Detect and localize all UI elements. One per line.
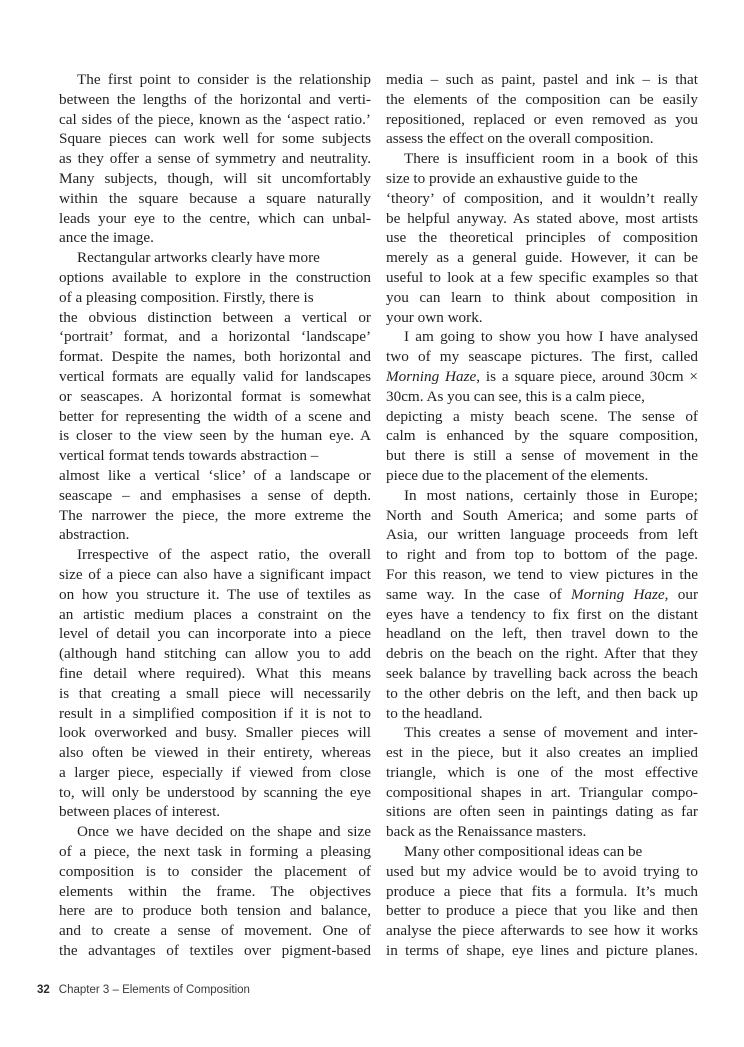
text-segment: calm is enhanced by the square composition, [386, 427, 698, 445]
text-line [386, 466, 698, 486]
text-segment: size of a piece can also have a significant impact [59, 565, 371, 583]
text-line [59, 684, 371, 704]
text-line [386, 723, 698, 743]
text-line [59, 149, 371, 169]
text-line [386, 347, 698, 367]
text-segment: media – such as paint, pastel and ink – is that [386, 71, 698, 88]
text-line [386, 189, 698, 209]
text-line [386, 407, 698, 427]
text-line [59, 407, 371, 427]
text-line [59, 585, 371, 605]
text-line [59, 367, 371, 387]
right-text-column [386, 70, 698, 961]
text-line [59, 941, 371, 961]
text-segment: leads your eye to the centre, which can unbal- [59, 209, 371, 227]
text-line [59, 446, 371, 466]
text-line [386, 605, 698, 625]
text-line [386, 802, 698, 822]
text-segment: ance the image. [59, 229, 154, 247]
text-segment: This creates a sense of movement and inter- [404, 724, 698, 742]
text-line [386, 822, 698, 842]
page-number: 32 [37, 984, 50, 996]
text-line [386, 842, 698, 862]
text-segment: an artistic medium places a constraint on the [59, 605, 371, 623]
text-line [59, 209, 371, 229]
text-line [386, 169, 698, 189]
text-segment: repositioned, replaced or even removed as you [386, 110, 698, 128]
text-line [59, 327, 371, 347]
text-segment: seascape – and emphasises a sense of depth. [59, 486, 371, 504]
text-segment: to, will only be understood by scanning the eye [59, 783, 371, 801]
text-segment: In most nations, certainly those in Europe; [404, 486, 698, 504]
text-segment: and to create a sense of movement. One of [59, 922, 371, 940]
text-segment: For this reason, we tend to view pictures in the [386, 565, 698, 583]
text-segment: triangle, which is one of the most effective [386, 763, 698, 781]
text-segment: Rectangular artworks clearly have more [77, 249, 320, 267]
text-line [59, 822, 371, 842]
text-segment: is that creating a small piece will necessarily [59, 684, 371, 702]
text-segment: produce a piece that fits a formula. It’s much [386, 882, 698, 900]
text-segment: two of my seascape pictures. The first, called [386, 348, 698, 366]
text-line [59, 288, 371, 308]
text-line [386, 308, 698, 328]
text-line [59, 506, 371, 526]
text-segment: (although hand stitching can allow you to add [59, 645, 371, 663]
text-line [386, 921, 698, 941]
text-segment: is closer to the view seen by the human eye. A [59, 427, 371, 445]
text-segment: headland on the left, then travel down to the [386, 625, 698, 643]
text-line [386, 525, 698, 545]
text-segment: seek balance by travelling back across the beach [386, 664, 698, 682]
text-segment: ‘portrait’ format, and a horizontal ‘landscape’ [59, 328, 371, 346]
text-line [386, 288, 698, 308]
text-line [59, 169, 371, 189]
text-line [386, 228, 698, 248]
text-segment: Many subjects, though, will sit uncomfortably [59, 169, 371, 187]
text-segment: in terms of shape, eye lines and picture planes. [386, 942, 698, 960]
text-segment: the obvious distinction between a vertical or [59, 308, 371, 326]
text-line [386, 248, 698, 268]
text-segment: Once we have decided on the shape and size [77, 823, 371, 841]
text-segment: There is insufficient room in a book of this [404, 150, 698, 168]
text-segment: elements within the frame. The objectives [59, 882, 371, 900]
text-segment: The first point to consider is the relationship [77, 71, 371, 88]
page-footer [37, 984, 250, 996]
text-segment: be helpful anyway. As stated above, most artists [386, 209, 698, 227]
text-line [59, 525, 371, 545]
text-line [386, 743, 698, 763]
left-text-column [59, 70, 371, 961]
text-line [386, 545, 698, 565]
text-line [59, 802, 371, 822]
text-line [386, 684, 698, 704]
text-segment: or seascapes. A horizontal format is somewhat [59, 387, 371, 405]
text-segment: almost like a vertical ‘slice’ of a landscape or [59, 466, 371, 484]
text-segment: analyse the piece afterwards to see how it works [386, 922, 698, 940]
italic-artwork-title: Morning Haze [386, 367, 477, 385]
text-segment: size to provide an exhaustive guide to the [386, 169, 638, 187]
text-segment: a larger piece, especially if viewed from close [59, 763, 371, 781]
text-line [59, 723, 371, 743]
text-segment: Square pieces can work well for some subjects [59, 130, 371, 148]
text-segment: same way. In the case of [386, 585, 572, 603]
text-line [386, 367, 698, 387]
text-line [386, 426, 698, 446]
text-line [59, 228, 371, 248]
text-line [386, 901, 698, 921]
text-segment: better to produce a piece that you like and then [386, 902, 698, 920]
text-line [59, 644, 371, 664]
text-segment: the elements of the composition can be easily [386, 90, 698, 108]
text-segment: used but my advice would be to avoid trying to [386, 862, 698, 880]
text-segment: as they offer a sense of symmetry and neutrality. [59, 150, 371, 168]
text-line [59, 882, 371, 902]
text-segment: est in the piece, but it also creates an implied [386, 744, 698, 762]
text-segment: level of detail you can incorporate into a piece [59, 625, 371, 643]
text-line [59, 545, 371, 565]
text-segment: I am going to show you how I have analysed [404, 328, 698, 346]
text-segment: sitions are often seen in paintings dating as far [386, 803, 698, 821]
text-segment: on how you structure it. The use of textiles as [59, 585, 371, 603]
text-line [386, 644, 698, 664]
text-segment: Many other compositional ideas can be [404, 843, 643, 861]
italic-artwork-title: Morning Haze [571, 585, 665, 603]
text-segment: abstraction. [59, 526, 130, 544]
text-segment: , our [664, 585, 698, 603]
text-segment: between the lengths of the horizontal and verti- [59, 90, 371, 108]
text-segment: vertical format tends towards abstraction – [59, 447, 319, 465]
text-line [386, 763, 698, 783]
text-segment: ‘theory’ of composition, and it wouldn’t really [386, 189, 698, 207]
text-line [386, 862, 698, 882]
text-line [59, 90, 371, 110]
text-segment: format. Despite the names, both horizontal and [59, 348, 371, 366]
text-segment: 30cm. As you can see, this is a calm piece, [386, 387, 645, 405]
text-line [386, 486, 698, 506]
text-line [59, 664, 371, 684]
text-segment: cal sides of the piece, known as the ‘aspect ratio.’ [59, 110, 371, 128]
text-line [386, 149, 698, 169]
text-line [386, 268, 698, 288]
text-segment: of a pleasing composition. Firstly, there is [59, 288, 314, 306]
text-line [386, 90, 698, 110]
text-segment: North and South America; and some parts of [386, 506, 698, 524]
text-line [59, 110, 371, 130]
text-segment: The narrower the piece, the more extreme the [59, 506, 371, 524]
text-line [386, 387, 698, 407]
text-segment: within the square because a square naturally [59, 189, 371, 207]
text-segment: piece due to the placement of the elements. [386, 466, 649, 484]
text-segment: composition is to consider the placement of [59, 862, 371, 880]
text-line [59, 783, 371, 803]
text-segment: also often be viewed in their entirety, whereas [59, 744, 371, 762]
text-segment: to right and from top to bottom of the page. [386, 546, 698, 564]
text-line [386, 506, 698, 526]
text-line [386, 446, 698, 466]
text-segment: Irrespective of the aspect ratio, the overall [77, 546, 371, 564]
text-segment: back as the Renaissance masters. [386, 823, 587, 841]
text-segment: fine detail where required). What this means [59, 664, 371, 682]
text-segment: your own work. [386, 308, 483, 326]
text-line [386, 882, 698, 902]
text-line [59, 565, 371, 585]
text-line [59, 763, 371, 783]
text-line [59, 70, 371, 90]
text-segment: look overworked and busy. Smaller pieces will [59, 724, 371, 742]
text-line [386, 565, 698, 585]
text-line [59, 743, 371, 763]
text-segment: between places of interest. [59, 803, 221, 821]
text-line [386, 783, 698, 803]
text-line [59, 347, 371, 367]
text-line [386, 129, 698, 149]
text-line [59, 308, 371, 328]
text-line [386, 704, 698, 724]
text-segment: assess the effect on the overall composition. [386, 130, 654, 148]
text-line [386, 110, 698, 130]
text-segment: merely as a general guide. However, it can be [386, 249, 698, 267]
text-segment: to the other debris on the left, and then back up [386, 684, 698, 702]
text-line [59, 466, 371, 486]
text-line [386, 209, 698, 229]
text-segment: result in a simplified composition if it is not to [59, 704, 371, 722]
text-segment: options available to explore in the construction [59, 268, 371, 286]
text-segment: compositional shapes in art. Triangular compo- [386, 783, 698, 801]
text-line [59, 248, 371, 268]
text-segment: vertical formats are equally valid for landscapes [59, 367, 371, 385]
text-line [59, 704, 371, 724]
text-segment: the advantages of textiles over pigment-based [59, 942, 371, 960]
text-segment: useful to look at a few specific examples so that [386, 268, 698, 286]
text-line [386, 70, 698, 90]
text-line [59, 862, 371, 882]
text-line [386, 941, 698, 961]
text-segment: of a piece, the next task in forming a pleasing [59, 843, 371, 861]
text-line [59, 387, 371, 407]
text-line [386, 585, 698, 605]
text-segment: Asia, our written language proceeds from left [386, 526, 698, 544]
text-line [59, 842, 371, 862]
text-line [59, 921, 371, 941]
text-line [59, 901, 371, 921]
text-segment: debris on the beach on the right. After that they [386, 645, 698, 663]
text-line [59, 426, 371, 446]
text-line [59, 605, 371, 625]
text-segment: here are to produce both tension and balance, [59, 902, 371, 920]
running-footer-chapter-title: Chapter 3 – Elements of Composition [58, 984, 250, 996]
text-line [59, 486, 371, 506]
text-line [386, 624, 698, 644]
text-line [59, 268, 371, 288]
text-segment: to the headland. [386, 704, 483, 722]
text-segment: but there is still a sense of movement in the [386, 447, 698, 465]
text-segment: , is a square piece, around 30cm × [476, 367, 698, 385]
text-segment: better for representing the width of a scene and [59, 407, 371, 425]
text-segment: eyes have a tendency to fix first on the distant [386, 605, 698, 623]
text-line [59, 189, 371, 209]
text-segment: use the theoretical principles of composition [386, 229, 698, 247]
text-line [59, 129, 371, 149]
text-line [386, 664, 698, 684]
text-line [59, 624, 371, 644]
text-segment: depicting a misty beach scene. The sense of [386, 407, 698, 425]
text-segment: you can learn to think about composition in [386, 288, 698, 306]
text-line [386, 327, 698, 347]
